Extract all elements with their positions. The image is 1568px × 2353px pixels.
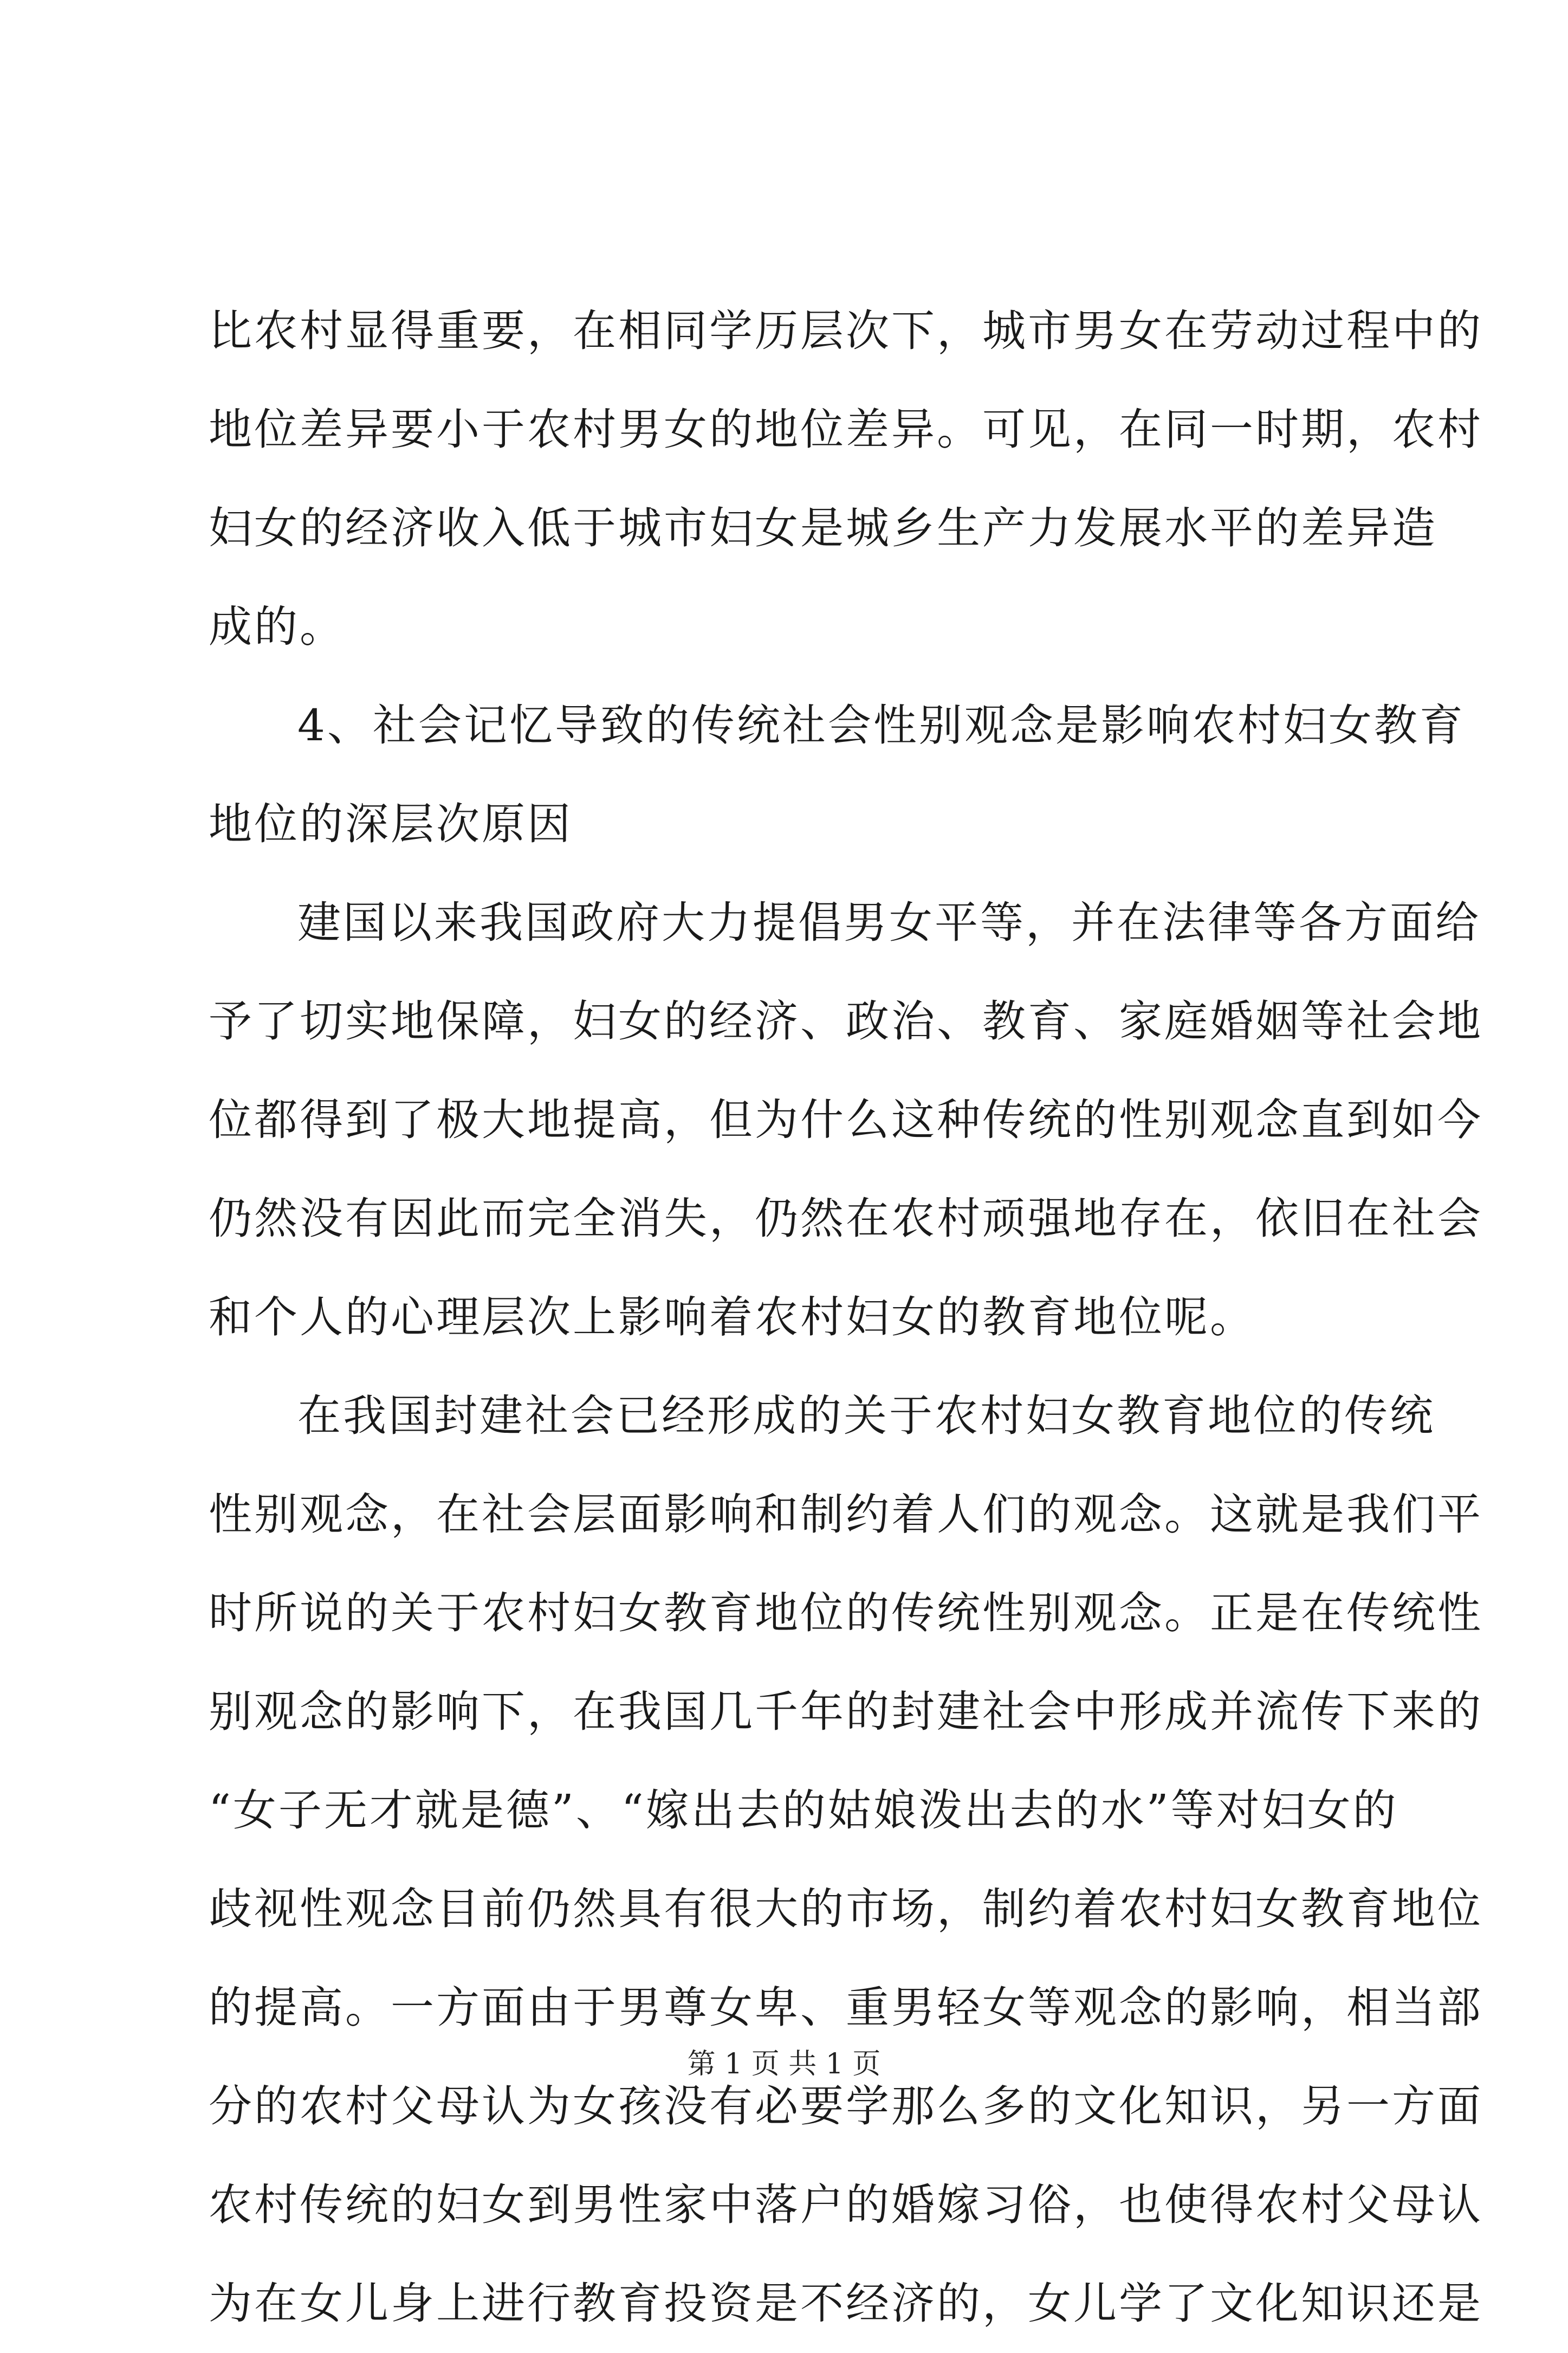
text-line: “女子无才就是德”、“嫁出去的姑娘泼出去的水”等对妇女的 — [209, 1785, 1398, 1835]
text-line: 位都得到了极大地提高，但为什么这种传统的性别观念直到如今 — [209, 1095, 1483, 1145]
text-line: 予了切实地保障，妇女的经济、政治、教育、家庭婚姻等社会地 — [209, 996, 1483, 1046]
text-line: 分的农村父母认为女孩没有必要学那么多的文化知识，另一方面 — [209, 2081, 1483, 2131]
section-heading-line: 4、社会记忆导致的传统社会性别观念是影响农村妇女教育 — [297, 700, 1465, 751]
text-line: 比农村显得重要，在相同学历层次下，城市男女在劳动过程中的 — [209, 306, 1483, 356]
text-line: 为在女儿身上进行教育投资是不经济的，女儿学了文化知识还是 — [209, 2278, 1483, 2329]
body-text — [209, 282, 1483, 2353]
text-line: 和个人的心理层次上影响着农村妇女的教育地位呢。 — [209, 1292, 1255, 1342]
text-line: 歧视性观念目前仍然具有很大的市场，制约着农村妇女教育地位 — [209, 1884, 1483, 1934]
text-line: 成的。 — [209, 602, 345, 652]
text-line: 的提高。一方面由于男尊女卑、重男轻女等观念的影响，相当部 — [209, 1982, 1483, 2033]
text-line: 地位差异要小于农村男女的地位差异。可见，在同一时期，农村 — [209, 404, 1483, 455]
text-line: 建国以来我国政府大力提倡男女平等，并在法律等各方面给 — [297, 897, 1481, 948]
text-line: 别观念的影响下，在我国几千年的封建社会中形成并流传下来的 — [209, 1686, 1483, 1737]
text-line: 性别观念，在社会层面影响和制约着人们的观念。这就是我们平 — [209, 1489, 1483, 1540]
text-line: 在我国封建社会已经形成的关于农村妇女教育地位的传统 — [297, 1391, 1435, 1441]
page-footer: 第 1 页 共 1 页 — [687, 2048, 881, 2080]
text-line: 时所说的关于农村妇女教育地位的传统性别观念。正是在传统性 — [209, 1588, 1483, 1638]
text-line: 农村传统的妇女到男性家中落户的婚嫁习俗，也使得农村父母认 — [209, 2180, 1483, 2230]
text-line: 妇女的经济收入低于城市妇女是城乡生产力发展水平的差异造 — [209, 503, 1437, 553]
section-heading-line: 地位的深层次原因 — [209, 799, 573, 849]
text-line: 仍然没有因此而完全消失，仍然在农村顽强地存在，依旧在社会 — [209, 1193, 1483, 1244]
